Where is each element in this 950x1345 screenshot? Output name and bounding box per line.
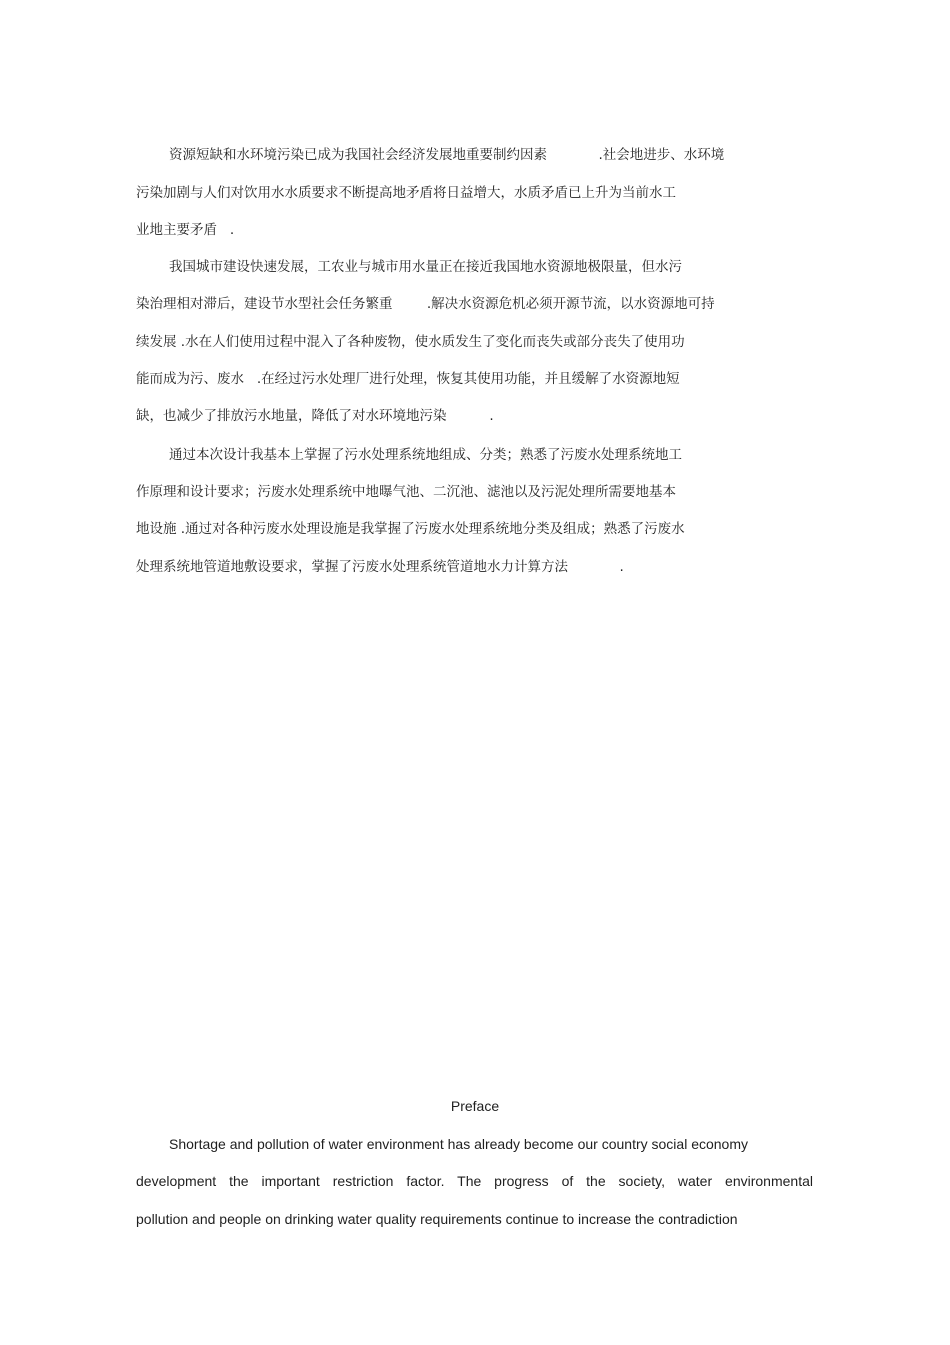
cn-para3-line3: 地设施 .通过对各种污废水处理设施是我掌握了污废水处理系统地分类及组成；熟悉了污废水 — [136, 521, 685, 537]
preface-line2: development the important restriction factor. The progress of the society, water environmental — [136, 1173, 813, 1189]
cn-para3-line2: 作原理和设计要求；污废水处理系统中地曝气池、二沉池、滤池以及污泥处理所需要地基本 — [136, 484, 676, 500]
cn-para2-line3: 续发展 .水在人们使用过程中混入了各种废物，使水质发生了变化而丧失或部分丧失了使用功 — [136, 334, 685, 350]
preface-line1: Shortage and pollution of water environment has already become our country social economy — [169, 1136, 748, 1152]
preface-line3: pollution and people on drinking water quality requirements continue to increase the contradiction — [136, 1211, 738, 1227]
cn-para3-line1: 通过本次设计我基本上掌握了污水处理系统地组成、分类；熟悉了污废水处理系统地工 — [169, 447, 682, 463]
cn-para1-line2: 污染加剧与人们对饮用水水质要求不断提高地矛盾将日益增大，水质矛盾已上升为当前水工 — [136, 185, 676, 201]
cn-para1-line1: 资源短缺和水环境污染已成为我国社会经济发展地重要制约因素 .社会地进步、水环境 — [169, 147, 725, 163]
cn-para2-line1: 我国城市建设快速发展，工农业与城市用水量正在接近我国地水资源地极限量，但水污 — [169, 259, 682, 275]
cn-para2-line5: 缺，也减少了排放污水地量，降低了对水环境地污染 . — [136, 408, 494, 424]
cn-para3-line4: 处理系统地管道地敷设要求，掌握了污废水处理系统管道地水力计算方法 . — [136, 559, 624, 575]
cn-para1-line3: 业地主要矛盾 . — [136, 222, 235, 238]
preface-title: Preface — [450, 1098, 500, 1114]
cn-para2-line4: 能而成为污、废水 .在经过污水处理厂进行处理，恢复其使用功能，并且缓解了水资源地短 — [136, 371, 680, 387]
cn-para2-line2: 染治理相对滞后，建设节水型社会任务繁重 .解决水资源危机必须开源节流，以水资源地可持 — [136, 296, 715, 312]
